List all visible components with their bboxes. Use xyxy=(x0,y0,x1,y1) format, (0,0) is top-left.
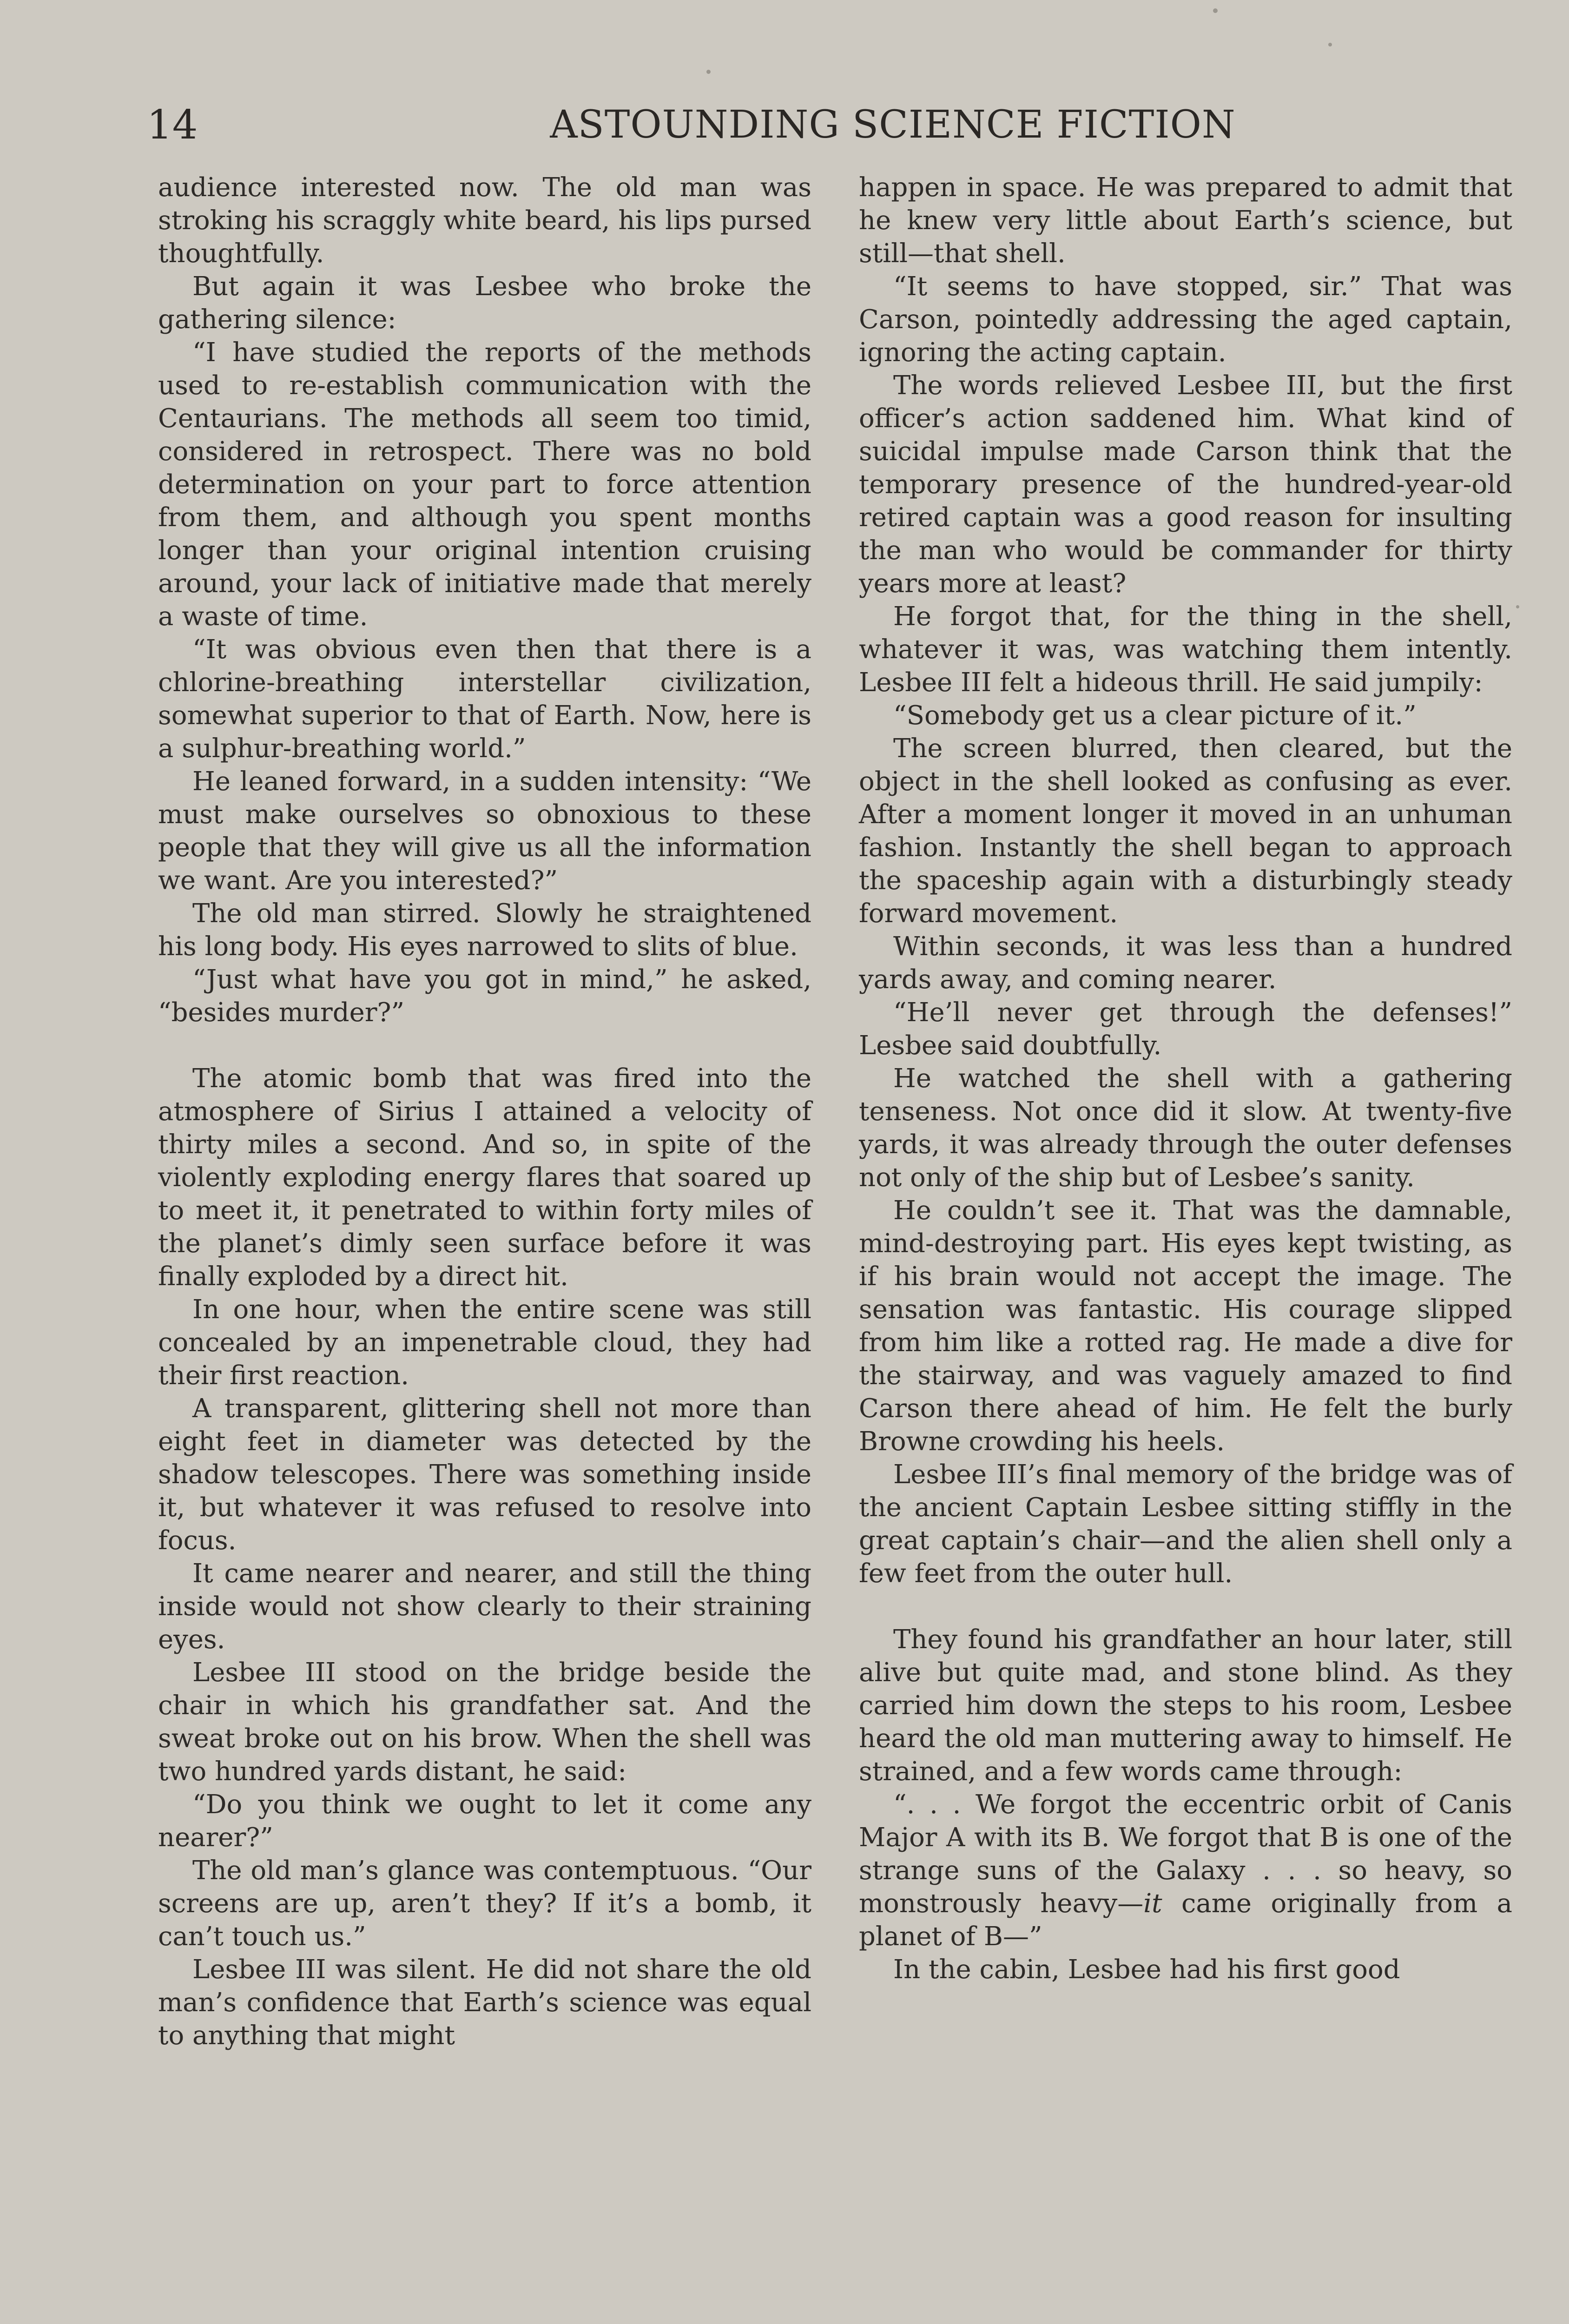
paragraph: happen in space. He was prepared to admit that he knew very little about Earth’s science, but still—that shell. xyxy=(859,172,1512,269)
paragraph: He forgot that, for the thing in the shell, whatever it was, was watching them intently. Lesbee III felt a hideous thrill. He said jumpily: xyxy=(859,601,1512,698)
paragraph: “Somebody get us a clear picture of it.” xyxy=(893,700,1417,731)
paper-speck xyxy=(706,70,711,74)
page-header xyxy=(147,99,1495,151)
paragraph: He watched the shell with a gathering tenseness. Not once did it slow. At twenty-five yards, it was already through the outer defenses not only of the ship but of Lesbee’s sanity. xyxy=(859,1063,1512,1193)
running-title: ASTOUNDING SCIENCE FICTION xyxy=(550,103,1236,147)
paragraph: Lesbee III was silent. He did not share the old man’s confidence that Earth’s science was equal to anything that might xyxy=(158,1954,811,2051)
left-column xyxy=(158,171,811,2052)
paragraph: “I have studied the reports of the methods used to re-establish communication with the Centaurians. The methods all seem too timid, considered in retrospect. There was no bold determination on your part to force attention from them, and although you spent months longer than your original intention cruising around, your lack of initiative made that merely a waste of time. xyxy=(158,337,811,632)
right-column xyxy=(859,171,1512,1986)
italic-text-run: it xyxy=(1143,1888,1162,1919)
text-run: came originally from a planet of B—” xyxy=(859,1888,1512,1952)
paragraph: “It seems to have stopped, sir.” That was Carson, pointedly addressing the aged captain, ignoring the acting captain. xyxy=(859,271,1512,368)
paragraph: They found his grandfather an hour later, still alive but quite mad, and stone blind. As they carried him down the steps to his room, Lesbee heard the old man muttering away to himself. He strained, and a few words came through: xyxy=(859,1624,1512,1787)
page-number: 14 xyxy=(147,102,198,148)
paragraph: The old man’s glance was contemptuous. “Our screens are up, aren’t they? If it’s a bomb, it can’t touch us.” xyxy=(158,1855,811,1952)
paper-speck xyxy=(1516,605,1519,608)
paragraph: The old man stirred. Slowly he straightened his long body. His eyes narrowed to slits of blue. xyxy=(158,898,811,962)
text-run: “. . . We forgot the eccentric orbit of Canis Major A with its B. We forgot that B is one of the strange suns of the Galaxy . . . so heavy, so monstrously heavy— xyxy=(859,1789,1512,1919)
paragraph: “Just what have you got in mind,” he asked, “besides murder?” xyxy=(158,964,811,1028)
paragraph: He couldn’t see it. That was the damnable, mind-destroying part. His eyes kept twisting, as if his brain would not accept the image. The sensation was fantastic. His courage slipped from him like a rotted rag. He made a dive for the stairway, and was vaguely amazed to find Carson there ahead of him. He felt the burly Browne crowding his heels. xyxy=(859,1195,1512,1457)
paragraph: He leaned forward, in a sudden intensity: “We must make ourselves so obnoxious to these people that they will give us all the information we want. Are you interested?” xyxy=(158,766,811,896)
paragraph: audience interested now. The old man was stroking his scraggly white beard, his lips pursed thoughtfully. xyxy=(158,172,811,269)
paragraph: Lesbee III’s final memory of the bridge was of the ancient Captain Lesbee sitting stiffly in the great captain’s chair—and the alien shell only a few feet from the outer hull. xyxy=(859,1459,1512,1589)
paragraph: Within seconds, it was less than a hundred yards away, and coming nearer. xyxy=(859,931,1512,995)
paragraph: But again it was Lesbee who broke the gathering silence: xyxy=(158,271,811,335)
paragraph: A transparent, glittering shell not more than eight feet in diameter was detected by the shadow telescopes. There was something inside it, but whatever it was refused to resolve into focus. xyxy=(158,1393,811,1556)
paragraph xyxy=(859,1788,1512,1953)
paragraph: In one hour, when the entire scene was still concealed by an impenetrable cloud, they had their first reaction. xyxy=(158,1294,811,1391)
paragraph: “He’ll never get through the defenses!” Lesbee said doubtfully. xyxy=(859,997,1512,1061)
paragraph: Lesbee III stood on the bridge beside the chair in which his grandfather sat. And the sweat broke out on his brow. When the shell was two hundred yards distant, he said: xyxy=(158,1657,811,1787)
paper-speck xyxy=(1328,43,1332,46)
paragraph: The words relieved Lesbee III, but the first officer’s action saddened him. What kind of suicidal impulse made Carson think that the temporary presence of the hundred-year-old retired captain was a good reason for insulting the man who would be commander for thirty years more at least? xyxy=(859,370,1512,599)
paragraph: The atomic bomb that was fired into the atmosphere of Sirius I attained a velocity of thirty miles a second. And so, in spite of the violently exploding energy flares that soared up to meet it, it penetrated to within forty miles of the planet’s dimly seen surface before it was finally exploded by a direct hit. xyxy=(158,1063,811,1292)
paragraph: “It was obvious even then that there is a chlorine-breathing interstellar civilization, somewhat superior to that of Earth. Now, here is a sulphur-breathing world.” xyxy=(158,634,811,764)
paragraph: “Do you think we ought to let it come any nearer?” xyxy=(158,1789,811,1853)
paragraph: The screen blurred, then cleared, but the object in the shell looked as confusing as ever. After a moment longer it moved in an unhuman fashion. Instantly the shell began to approach the spaceship again with a disturbingly steady forward movement. xyxy=(859,733,1512,929)
paragraph: In the cabin, Lesbee had his first good xyxy=(893,1954,1400,1985)
paper-speck xyxy=(1213,8,1218,13)
paragraph: It came nearer and nearer, and still the thing inside would not show clearly to their straining eyes. xyxy=(158,1558,811,1655)
